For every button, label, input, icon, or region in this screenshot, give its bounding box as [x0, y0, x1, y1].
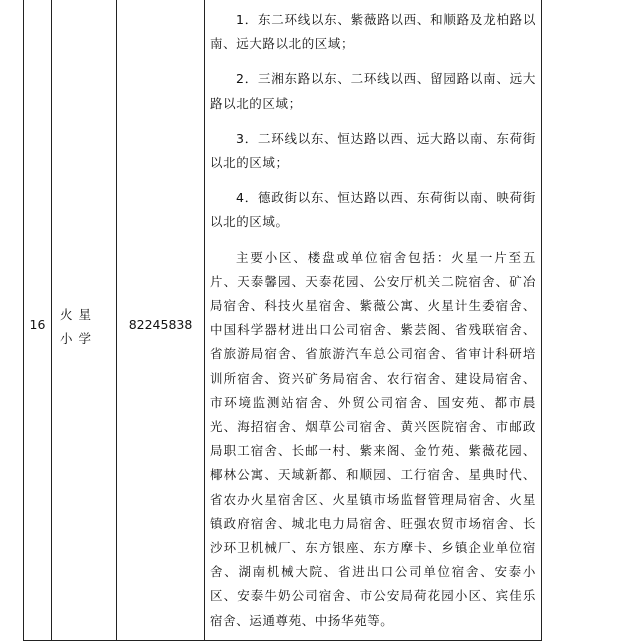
- area-item: 3．二环线以东、恒达路以西、远大路以南、东荷街以北的区域；: [210, 130, 536, 171]
- school-name: 火星小学: [60, 307, 98, 346]
- communities-list: 主要小区、楼盘或单位宿舍包括：火星一片至五片、天泰馨园、天泰花园、公安厅机关二院宿舍、矿冶局宿舍、科技火星宿舍、紫薇公寓、火星计生委宿舍、中国科学器材进出口公司宿舍、紫芸阁、省残联宿舍、省旅游局宿舍、省旅游汽车总公司宿舍、省审计科研培训所宿舍、资兴矿务局宿舍、农行宿舍、建设局宿舍、市环境监测站宿舍、外贸公司宿舍、国安苑、都市晨光、海招宿舍、烟草公司宿舍、黄兴医院宿舍、市邮政局职工宿舍、长邮一村、紫来阁、金竹苑、紫薇花园、椰林公寓、天域新都、和顺园、工行宿舍、星典时代、省农办火星宿舍区、火星镇市场监督管理局宿舍、火星镇政府宿舍、城北电力局宿舍、旺强农贸市场宿舍、长沙环卫机械厂、东方银座、东方摩卡、乡镇企业单位宿舍、湖南机械大院、省进出口公司单位宿舍、安泰小区、安泰牛奶公司宿舍、市公安局荷花园小区、宾佳乐宿舍、运通尊苑、中扬华苑等。: [210, 249, 536, 628]
- area-item: 1．东二环线以东、紫薇路以西、和顺路及龙柏路以南、远大路以北的区域；: [210, 12, 536, 52]
- area-item: 4．德政街以东、恒达路以西、东荷街以南、映荷街以北的区域。: [210, 190, 536, 230]
- table-border-right: [541, 0, 542, 641]
- area-item: 2．三湘东路以东、二环线以西、留园路以南、远大路以北的区域；: [210, 71, 536, 111]
- column-divider-3: [204, 0, 205, 641]
- phone-number: 82245838: [128, 317, 193, 332]
- row-number: 16: [29, 317, 46, 332]
- column-divider-1: [51, 0, 52, 641]
- enrollment-area-description: [210, 8, 536, 633]
